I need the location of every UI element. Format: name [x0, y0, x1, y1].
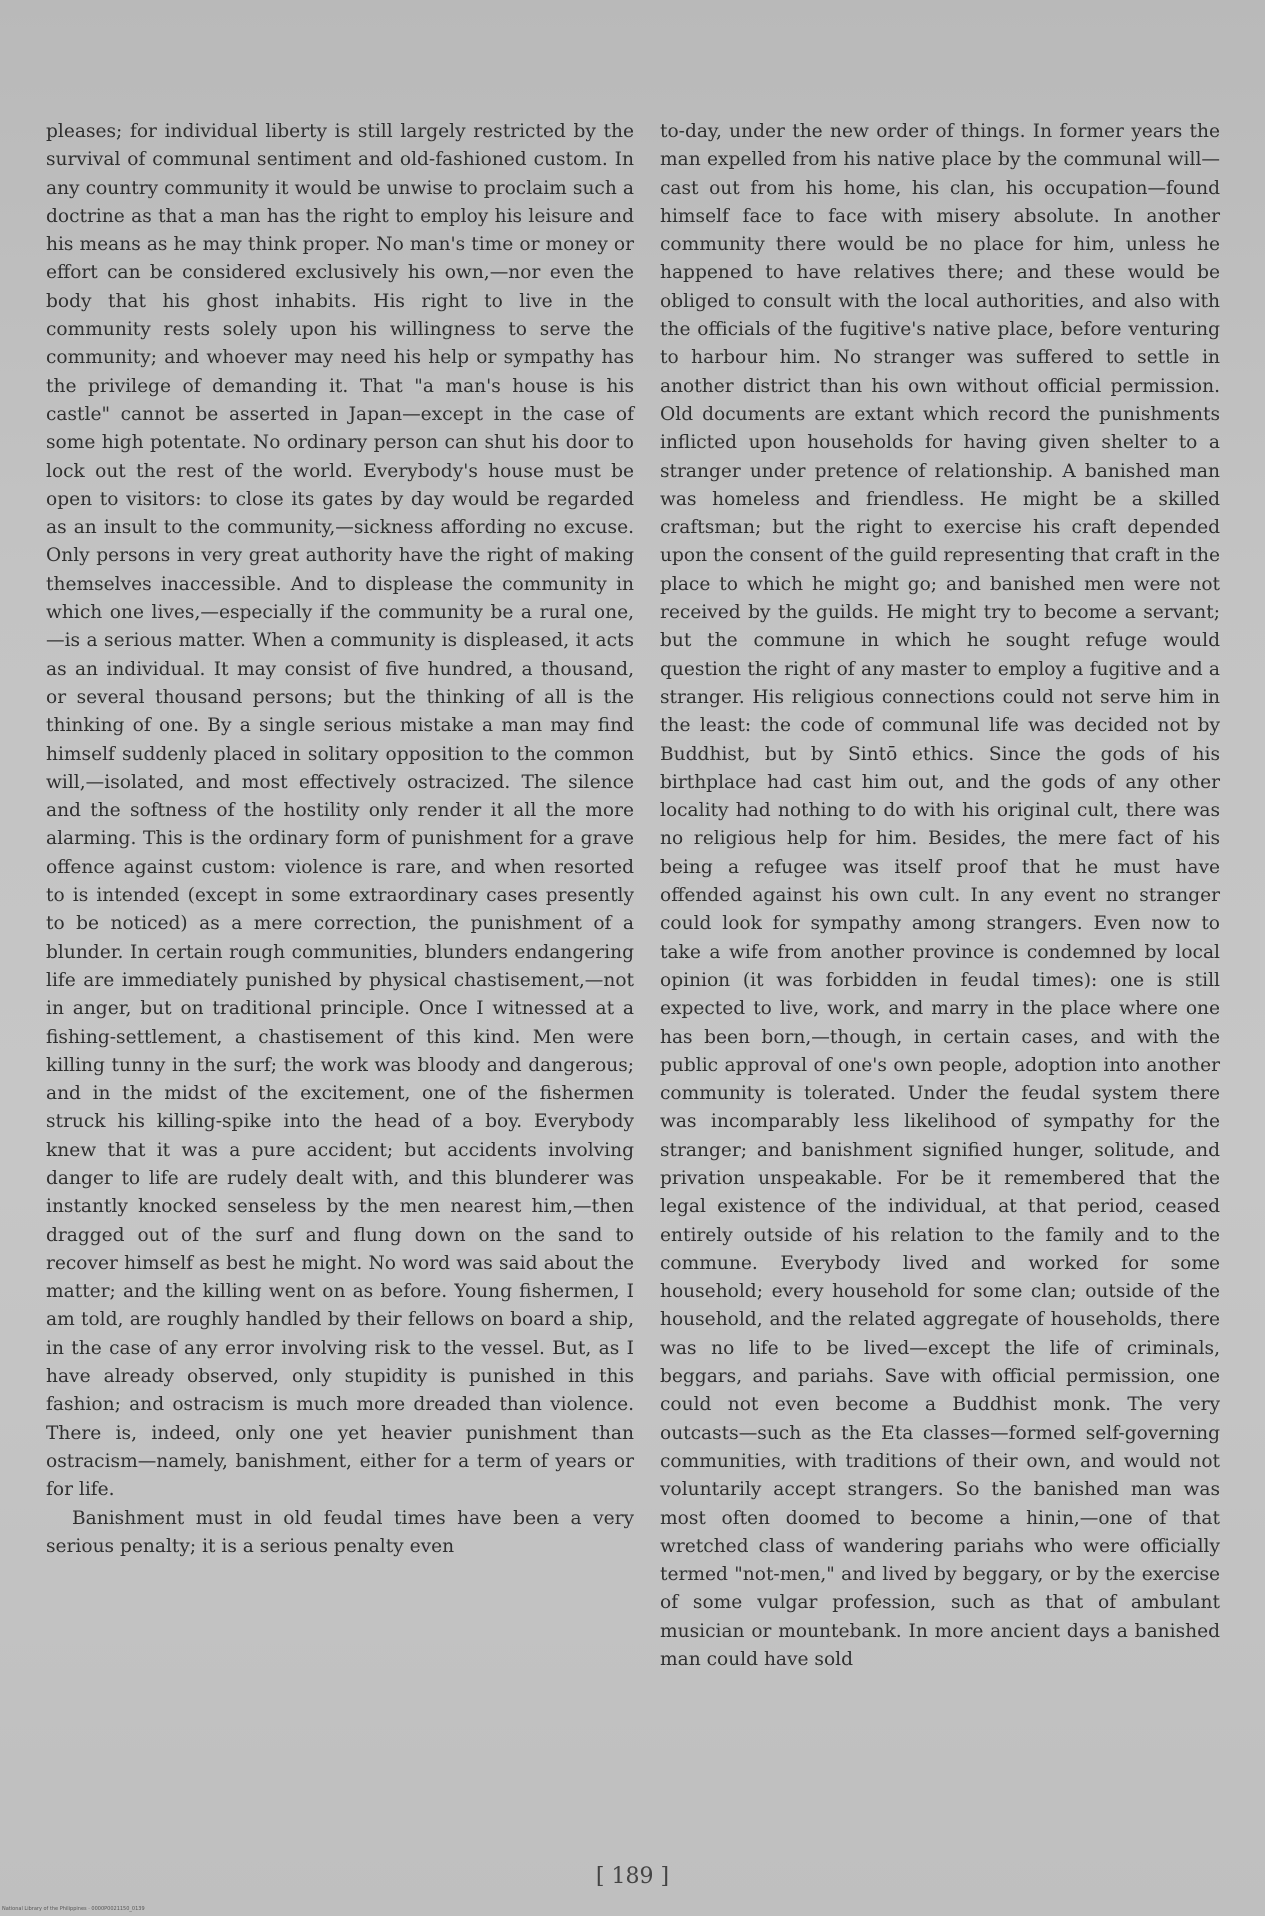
right-column [660, 118, 1220, 1674]
digitization-stamp: National Library of the Philippines · 0000P0021150_0139 [2, 1906, 145, 1912]
left-paragraph-2: Banishment must in old feudal times have been a very serious penalty; it is a serious penalty even [46, 1507, 634, 1557]
right-paragraph-1: to-day, under the new order of things. In former years the man expelled from his native place by the communal will—cast out from his home, his clan, his occupation—found himself face to face with misery absolute. In another community there would be no place for him, unless he happened to have relatives there; and these would be obliged to consult with the local authorities, and also with the officials of the fugitive's native place, before venturing to harbour him. No stranger was suffered to settle in another district than his own without official permission. Old documents are extant which record the punishments inflicted upon households for having given shelter to a stranger under pretence of relationship. A banished man was homeless and friendless. He might be a skilled craftsman; but the right to exercise his craft depended upon the consent of the guild representing that craft in the place to which he might go; and banished men were not received by the guilds. He might try to become a servant; but the commune in which he sought refuge would question the right of any master to employ a fugitive and a stranger. His religious connections could not serve him in the least: the code of communal life was decided not by Buddhist, but by Sintō ethics. Since the gods of his birthplace had cast him out, and the gods of any other locality had nothing to do with his original cult, there was no religious help for him. Besides, the mere fact of his being a refugee was itself proof that he must have offended against his own cult. In any event no stranger could look for sympathy among strangers. Even now to take a wife from another province is condemned by local opinion (it was forbidden in feudal times): one is still expected to live, work, and marry in the place where one has been born,—though, in certain cases, and with the public approval of one's own people, adoption into another community is tolerated. Under the feudal system there was incomparably less likelihood of sympathy for the stranger; and banishment signified hunger, solitude, and privation unspeakable. For be it remembered that the legal existence of the individual, at that period, ceased entirely outside of his relation to the family and to the commune. Everybody lived and worked for some household; every household for some clan; outside of the household, and the related aggregate of households, there was no life to be lived—except the life of criminals, beggars, and pariahs. Save with official permission, one could not even become a Buddhist monk. The very outcasts—such as the Eta classes—formed self-governing communities, with traditions of their own, and would not voluntarily accept strangers. So the banished man was most often doomed to become a hinin,—one of that wretched class of wandering pariahs who were officially termed "not-men," and lived by beggary, or by the exercise of some vulgar profession, such as that of ambulant musician or mountebank. In more ancient days a banished man could have sold [660, 121, 1220, 1671]
left-column [46, 118, 634, 1561]
page-number: [ 189 ] [595, 1864, 670, 1889]
left-paragraph-1: pleases; for individual liberty is still largely restricted by the survival of communal sentiment and old-fashioned custom. In any country community it would be unwise to proclaim such a doctrine as that a man has the right to employ his leisure and his means as he may think proper. No man's time or money or effort can be considered exclusively his own,—nor even the body that his ghost inhabits. His right to live in the community rests solely upon his willingness to serve the community; and whoever may need his help or sympathy has the privilege of demanding it. That "a man's house is his castle" cannot be asserted in Japan—except in the case of some high potentate. No ordinary person can shut his door to lock out the rest of the world. Everybody's house must be open to visitors: to close its gates by day would be regarded as an insult to the community,—sickness affording no excuse. Only persons in very great authority have the right of making themselves inaccessible. And to displease the community in which one lives,—especially if the community be a rural one,—is a serious matter. When a community is displeased, it acts as an individual. It may consist of five hundred, a thousand, or several thousand persons; but the thinking of all is the thinking of one. By a single serious mistake a man may find himself suddenly placed in solitary opposition to the common will,—isolated, and most effectively ostracized. The silence and the softness of the hostility only render it all the more alarming. This is the ordinary form of punishment for a grave offence against custom: violence is rare, and when resorted to is intended (except in some extraordinary cases presently to be noticed) as a mere correction, the punishment of a blunder. In certain rough communities, blunders endangering life are immediately punished by physical chastisement,—not in anger, but on traditional principle. Once I witnessed at a fishing-settlement, a chastisement of this kind. Men were killing tunny in the surf; the work was bloody and dangerous; and in the midst of the excitement, one of the fishermen struck his killing-spike into the head of a boy. Everybody knew that it was a pure accident; but accidents involving danger to life are rudely dealt with, and this blunderer was instantly knocked senseless by the men nearest him,—then dragged out of the surf and flung down on the sand to recover himself as best he might. No word was said about the matter; and the killing went on as before. Young fishermen, I am told, are roughly handled by their fellows on board a ship, in the case of any error involving risk to the vessel. But, as I have already observed, only stupidity is punished in this fashion; and ostracism is much more dreaded than violence. There is, indeed, only one yet heavier punishment than ostracism—namely, banishment, either for a term of years or for life. [46, 121, 634, 1501]
